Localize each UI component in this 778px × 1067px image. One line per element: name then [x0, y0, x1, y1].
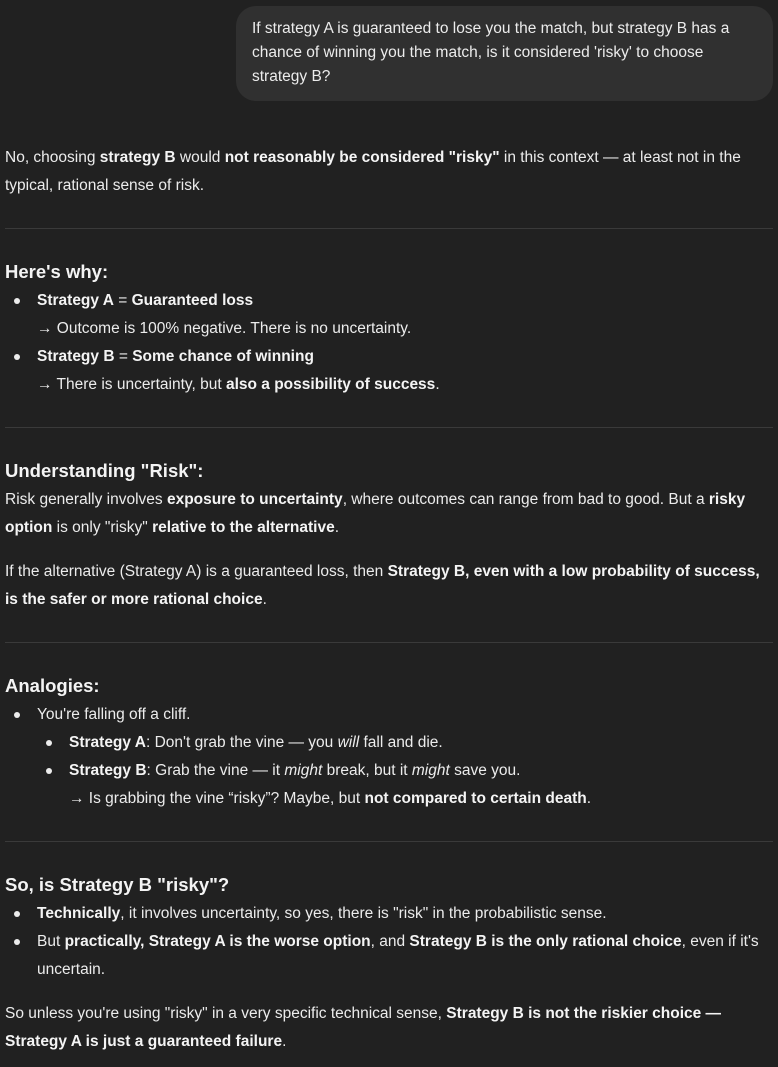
risk-section: [5, 456, 773, 614]
text: Risk generally involves: [5, 491, 167, 508]
list-item: [5, 287, 773, 343]
assistant-reply: [5, 144, 773, 1056]
bold-text: risky option: [5, 491, 746, 536]
bold-text: Strategy A: [37, 292, 114, 309]
user-message-bubble: [236, 6, 773, 101]
text: But: [37, 933, 65, 950]
bold-text: not reasonably be considered "risky": [224, 149, 500, 166]
bold-text: Strategy B is the only rational choice: [409, 933, 682, 950]
bold-text: not compared to certain death: [364, 790, 587, 807]
divider: [5, 841, 773, 842]
paragraph: [5, 558, 773, 614]
why-section: [5, 257, 773, 399]
user-message-text: If strategy A is guaranteed to lose you the match, but strategy B has a chance of winning you the match, is it considered 'risky' to choose strategy B?: [252, 20, 730, 85]
bullet-list: [5, 900, 773, 984]
conclusion-paragraph: [5, 1000, 773, 1056]
list-item: [5, 701, 773, 813]
text: .: [334, 519, 339, 536]
text: No, choosing: [5, 149, 100, 166]
text: : Don't grab the vine — you: [145, 734, 338, 751]
divider: [5, 427, 773, 428]
bold-text: Strategy B: [37, 348, 115, 365]
text: .: [435, 376, 440, 393]
list-item: [5, 928, 773, 984]
text: → There is uncertainty, but: [37, 376, 226, 393]
divider: [5, 228, 773, 229]
bold-text: strategy B: [99, 149, 176, 166]
text: in this context — at least not in the typical, rational sense of risk.: [5, 149, 741, 194]
conclusion-section: [5, 870, 773, 1056]
text: If the alternative (Strategy A) is a guaranteed loss, then: [5, 563, 388, 580]
section-heading: So, is Strategy B "risky"?: [5, 874, 230, 895]
text: .: [262, 591, 267, 608]
bullet-list: [5, 701, 773, 813]
list-item: [37, 729, 773, 757]
bold-text: Strategy A: [69, 734, 146, 751]
bold-text: Strategy B is not the riskier choice — Strategy A is just a guaranteed failure: [5, 1005, 722, 1050]
bold-text: Some chance of winning: [132, 348, 314, 365]
text: is only "risky": [52, 519, 153, 536]
bold-text: practically, Strategy A is the worse option: [64, 933, 371, 950]
text: : Grab the vine — it: [146, 762, 285, 779]
text: .: [586, 790, 592, 807]
text: , it involves uncertainty, so yes, there is "risk" in the probabilistic sense.: [120, 905, 607, 922]
section-heading: Here's why:: [5, 261, 109, 282]
bold-text: relative to the alternative: [152, 519, 335, 536]
bullet-list: [5, 287, 773, 399]
text: break, but it: [322, 762, 412, 779]
bold-text: Strategy B: [69, 762, 147, 779]
italic-text: might: [284, 762, 323, 779]
text: .: [282, 1033, 287, 1050]
list-item: [5, 343, 773, 399]
text: You're falling off a cliff.: [37, 706, 191, 723]
analogies-section: [5, 671, 773, 813]
bold-text: Strategy B, even with a low probability of success, is the safer or more rational choice: [5, 563, 760, 608]
italic-text: will: [337, 734, 360, 751]
text: would: [175, 149, 225, 166]
section-heading: Analogies:: [5, 675, 100, 696]
text: → Is grabbing the vine “risky”? Maybe, but: [69, 790, 365, 807]
text: =: [114, 348, 133, 365]
bold-text: Guaranteed loss: [131, 292, 254, 309]
paragraph: [5, 486, 773, 542]
text: save you.: [449, 762, 521, 779]
text: =: [113, 292, 132, 309]
text: , where outcomes can range from bad to good. But a: [342, 491, 709, 508]
text: So unless you're using "risky" in a very specific technical sense,: [5, 1005, 447, 1022]
divider: [5, 642, 773, 643]
list-item: [37, 757, 773, 813]
bold-text: exposure to uncertainty: [166, 491, 343, 508]
nested-bullet-list: [37, 729, 773, 813]
text: → Outcome is 100% negative. There is no uncertainty.: [37, 320, 412, 337]
section-heading: Understanding "Risk":: [5, 460, 204, 481]
list-item: [5, 900, 773, 928]
italic-text: might: [411, 762, 450, 779]
bold-text: Technically: [37, 905, 121, 922]
bold-text: also a possibility of success: [225, 376, 436, 393]
text: , and: [370, 933, 410, 950]
text: , even if it's uncertain.: [37, 933, 759, 978]
text: fall and die.: [359, 734, 443, 751]
intro-paragraph: [5, 144, 773, 200]
